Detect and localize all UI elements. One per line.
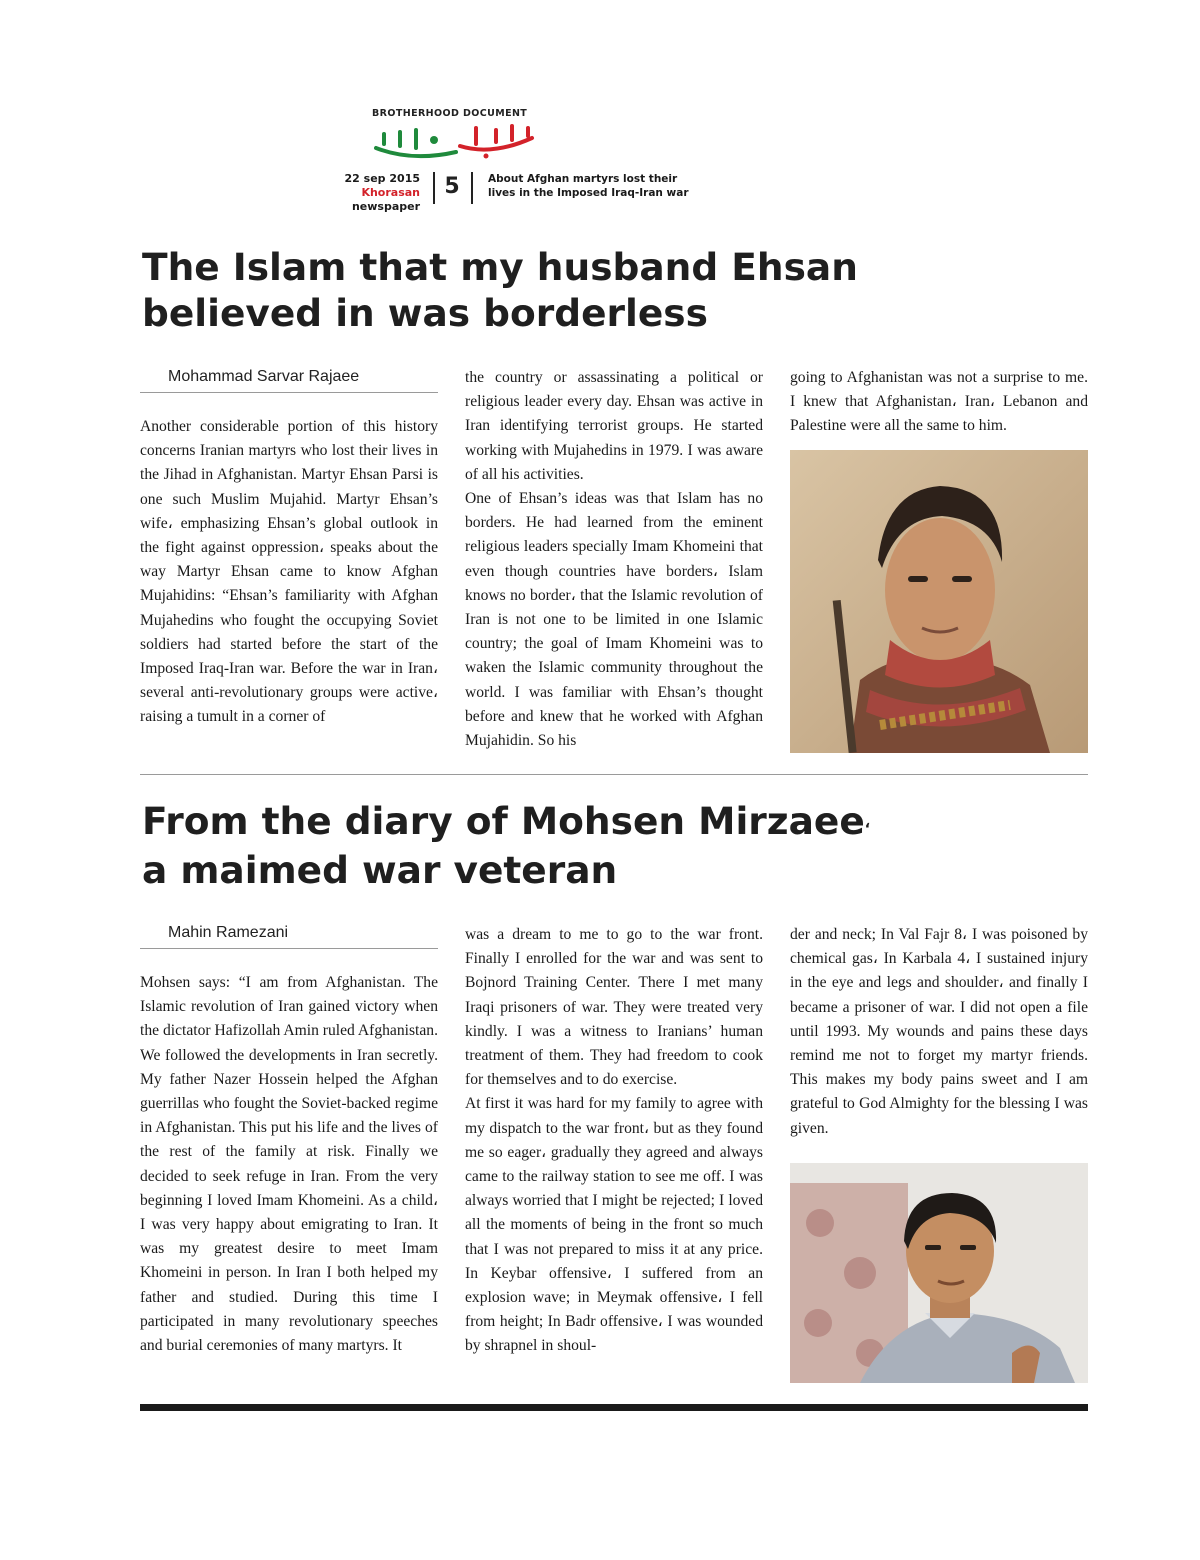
issue-date: 22 sep 2015 (344, 172, 420, 185)
page-number: 5 (444, 174, 460, 199)
ehsan-portrait-photo (790, 450, 1088, 753)
article1-col2-para2: One of Ehsan’s ideas was that Islam has no borders. He had learned from the eminent religious leaders specially Imam Khomeini that even though countries have borders، Islam knows no border، that the Islamic revolution of Iran is not one to be limited in one Islamic country; the goal of Imam Khomeini was to waken the Islamic community throughout the world. I was familiar with Ehsan’s thought before and knew that he worked with Afghan Mujahidin. So his (465, 490, 763, 750)
article1-column-1 (140, 415, 438, 730)
article2-col2-para1: was a dream to me to go to the war front. Finally I enrolled for the war and was sent to Bojnord Training Center. There I met many Iraqi prisoners of war. They were treated very kindly. I was a witness to Iranians’ human treatment of them. They had freedom to cook for themselves and to do exercise. (465, 926, 763, 1089)
tagline-line-2: lives in the Imposed Iraq-Iran war (488, 187, 689, 199)
article2-col2-para2: At first it was hard for my family to agree with my dispatch to the war front، but as they found me so eager، gradually they agreed and always came to the railway station to see me off. I was always worried that I might be rejected; I loved all the moments of being in the front so much that I was not prepared to miss it at any price. In Keybar offensive، I suffered from an explosion wave; in Meymak offensive، I fell from height; In Badr offensive، I was wounded by shrapnel in shoul- (465, 1095, 763, 1355)
mohsen-portrait-photo (790, 1163, 1088, 1383)
masthead-tagline (488, 172, 708, 200)
article2-headline-comma: ، (864, 815, 871, 832)
masthead-divider-left (433, 172, 435, 204)
article1-column-2 (465, 366, 763, 753)
article1-headline (142, 244, 1042, 336)
article2-column-3 (790, 923, 1088, 1141)
article1-col1-text: Another considerable portion of this history concerns Iranian martyrs who lost their lives in the Jihad in Afghanistan. Martyr Ehsan Parsi is one such Muslim Mujahid. Martyr Ehsan’s wife، emphasizing Ehsan’s global outlook in the fight against oppression، speaks about the way Martyr Ehsan came to know Afghan Mujahidins: “Ehsan’s familiarity with Afghan Mujahedins who fought the occupying Soviet soldiers had started before the start of the Imposed Iraq-Iran war. Before the war in Iran، several anti-revolutionary groups were active، raising a tumult in a corner of (140, 418, 438, 726)
newspaper-brand: Khorasan (361, 186, 420, 199)
tagline-line-1: About Afghan martyrs lost their (488, 173, 678, 185)
article2-headline-line2: a maimed war veteran (142, 847, 618, 892)
article1-col2-para1: the country or assassinating a political or religious leader every day. Ehsan was active in Iran identifying terrorist groups. He started working with Mujahedins in 1979. I was aware of all his activities. (465, 369, 763, 483)
masthead-divider-right (471, 172, 473, 204)
newspaper-suffix: newspaper (351, 200, 420, 213)
article2-headline-line1 (142, 798, 1042, 847)
article2-col3-text: der and neck; In Val Fajr 8، I was poisoned by chemical gas، In Karbala 4، I sustained injury in the eye and legs and shoulder، and finally I became a prisoner of war. I did not open a file until 1993. My wounds and pains these days remind me not to forget my martyr friends. This makes my body pains sweet and I am grateful to God Almighty for the blessing I was given. (790, 926, 1088, 1137)
article1-headline-line2: believed in was borderless (142, 291, 708, 335)
article2-column-2 (465, 923, 763, 1359)
article-divider (140, 774, 1088, 775)
article2-byline: Mahin Ramezani (140, 924, 438, 949)
masthead-date-block (290, 172, 420, 214)
article2-col1-text: Mohsen says: “I am from Afghanistan. The Islamic revolution of Iran gained victory when the dictator Hafizollah Amin ruled Afghanistan. We followed the developments in Iran secretly. My father Nazer Hossein helped the Afghan guerrillas who fought the Soviet-backed regime in Afghanistan. This put his life and the lives of the rest of the family at risk. Finally we decided to seek refuge in Iran. From the very beginning I loved Imam Khomeini. As a child، I was very happy about emigrating to Iran. It was my greatest desire to meet Imam Khomeini in person. In Iran I both helped my father and studied. During this time I participated in many revolutionary speeches and burial ceremonies of many martyrs. It (140, 974, 438, 1355)
article1-col3-text: going to Afghanistan was not a surprise to me. I knew that Afghanistan، Iran، Lebanon and Palestine were all the same to him. (790, 369, 1088, 435)
newspaper-name (290, 186, 420, 214)
article2-column-1 (140, 971, 438, 1358)
article1-byline: Mohammad Sarvar Rajaee (140, 368, 438, 393)
article2-headline-line1-text: From the diary of Mohsen Mirzaee (142, 799, 865, 843)
article1-column-3 (790, 366, 1088, 439)
series-label: BROTHERHOOD DOCUMENT (372, 108, 528, 119)
article1-headline-line1: The Islam that my husband Ehsan (142, 245, 858, 289)
article2-headline (142, 798, 1042, 893)
newspaper-logo (372, 122, 538, 162)
page-bottom-rule (140, 1404, 1088, 1411)
